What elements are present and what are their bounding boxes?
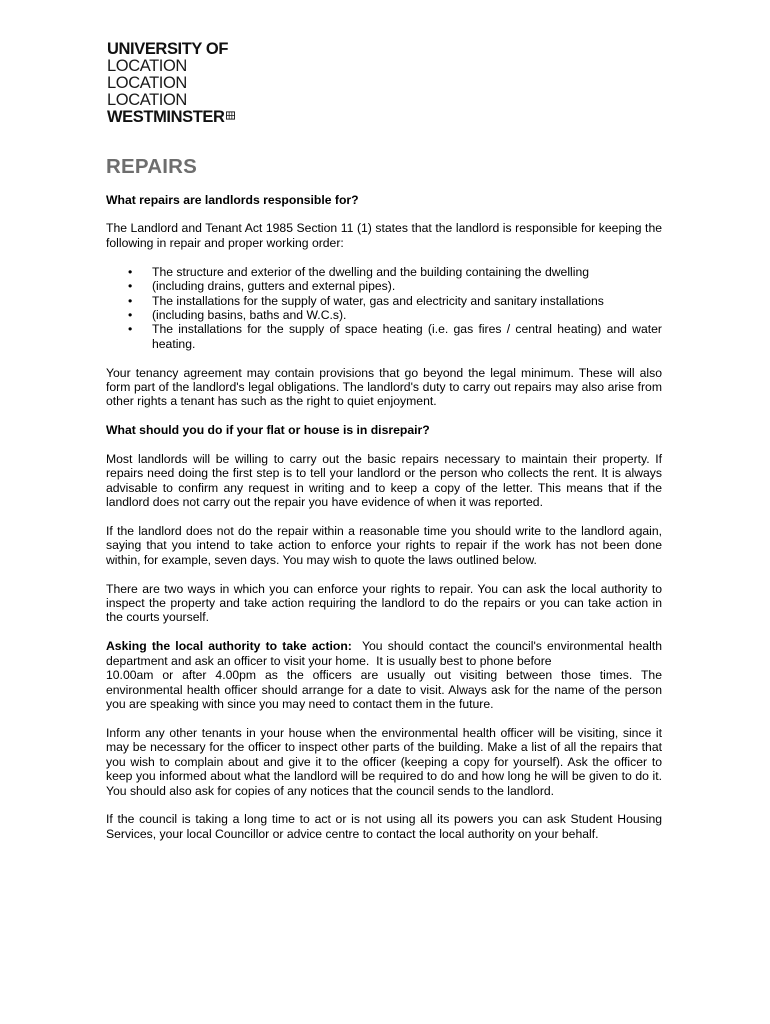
- paragraph-local-authority: [106, 639, 666, 711]
- paragraph-local-authority-text-2: 10.00am or after 4.00pm as the officers are usually out visiting between those times. The environmental health officer should arrange for a date to visit. Always ask for the name of the person you are speaking with since you may need to contact them in the future.: [106, 668, 662, 711]
- list-item: [106, 294, 662, 308]
- logo-line-university-of: UNIVERSITY OF: [107, 40, 229, 58]
- list-item-text: (including basins, baths and W.C.s).: [152, 307, 347, 322]
- section-heading-disrepair: What should you do if your flat or house is in disrepair?: [106, 423, 430, 438]
- page-title: REPAIRS: [106, 155, 198, 178]
- paragraph-act-intro: The Landlord and Tenant Act 1985 Section 11 (1) states that the landlord is responsible for keeping the following in repair and proper working order:: [106, 221, 662, 250]
- bullet-icon: •: [128, 293, 133, 308]
- university-logo: [107, 41, 235, 126]
- paragraph-local-authority-text-1: You should contact the council's environmental health department and ask an officer to visit your home. It is usually best to phone before: [106, 639, 666, 668]
- bullet-icon: •: [128, 322, 133, 337]
- logo-line-location-1: LOCATION: [107, 57, 187, 75]
- list-item: [106, 265, 662, 279]
- university-crest-icon: [226, 111, 235, 120]
- list-item: [106, 308, 662, 322]
- list-item-text: The installations for the supply of water, gas and electricity and sanitary installations: [152, 293, 604, 308]
- logo-westminster-text: WESTMINSTER: [107, 108, 225, 126]
- paragraph-two-ways: There are two ways in which you can enforce your rights to repair. You can ask the local authority to inspect the property and take action requiring the landlord to do the repairs or you can take action in the courts yourself.: [106, 581, 662, 625]
- bullet-icon: •: [128, 264, 133, 279]
- list-item-text: The structure and exterior of the dwelling and the building containing the dwelling: [152, 264, 589, 279]
- section-heading-responsibilities: What repairs are landlords responsible for?: [106, 193, 359, 207]
- paragraph-tenancy-agreement: Your tenancy agreement may contain provisions that go beyond the legal minimum. These will also form part of the landlord's legal obligations. The landlord's duty to carry out repairs may also arise from other rights a tenant has such as the right to quiet enjoyment.: [106, 365, 662, 409]
- logo-line-location-2: LOCATION: [107, 74, 187, 92]
- logo-line-location-3: LOCATION: [107, 91, 187, 109]
- logo-line-westminster: [107, 109, 235, 126]
- list-item-text: (including drains, gutters and external pipes).: [152, 279, 396, 294]
- responsibilities-list: [106, 265, 662, 351]
- list-item: [106, 279, 662, 293]
- document-body: [106, 155, 666, 856]
- bullet-icon: •: [128, 279, 133, 294]
- paragraph-council-slow: If the council is taking a long time to act or is not using all its powers you can ask Student Housing Services, your local Councillor or advice centre to contact the local authority on your behalf.: [106, 812, 662, 841]
- list-item: [106, 322, 662, 351]
- paragraph-tell-landlord: Most landlords will be willing to carry out the basic repairs necessary to maintain their property. If repairs need doing the first step is to tell your landlord or the person who collects the rent. It is always advisable to confirm any request in writing and to keep a copy of the letter. This means that if the landlord does not carry out the repair you have evidence of when it was reported.: [106, 451, 662, 509]
- bullet-icon: •: [128, 307, 133, 322]
- list-item-text: The installations for the supply of space heating (i.e. gas fires / central heating) and water heating.: [152, 322, 662, 351]
- paragraph-lead-heading: Asking the local authority to take action:: [106, 639, 352, 654]
- paragraph-write-again: If the landlord does not do the repair within a reasonable time you should write to the landlord again, saying that you intend to take action to enforce your rights to repair if the work has not been done within, for example, seven days. You may wish to quote the laws outlined below.: [106, 523, 662, 567]
- paragraph-inform-tenants: Inform any other tenants in your house when the environmental health officer will be visiting, since it may be necessary for the officer to inspect other parts of the building. Make a list of all the repairs that you wish to complain about and give it to the officer (keeping a copy for yourself). Ask the officer to keep you informed about what the landlord will be required to do and how long he will be given to do it. You should also ask for copies of any notices that the council sends to the landlord.: [106, 725, 662, 798]
